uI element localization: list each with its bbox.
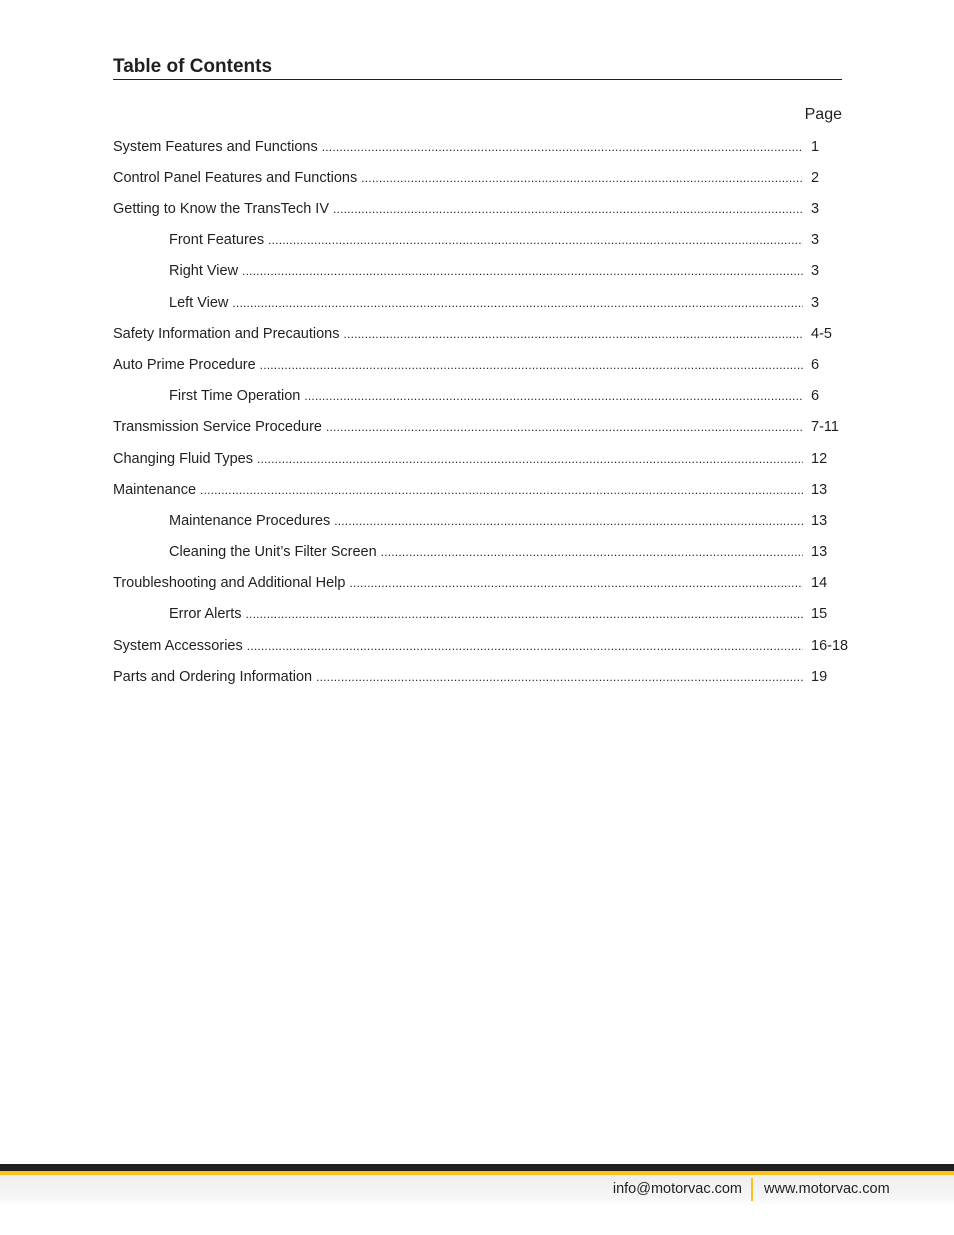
toc-entry-page[interactable]: 4-5	[811, 326, 832, 342]
toc-dot-leader	[344, 324, 804, 344]
toc-dot-leader	[361, 168, 803, 188]
toc-entry-label[interactable]: Maintenance Procedures	[169, 513, 331, 529]
toc-dot-leader	[334, 511, 803, 531]
toc-entry-page[interactable]: 3	[811, 232, 820, 248]
toc-entry-label[interactable]: Maintenance	[113, 482, 197, 498]
toc-subentry[interactable]	[169, 293, 803, 313]
toc-dot-leader	[247, 636, 803, 656]
toc-entry-page[interactable]: 2	[811, 170, 820, 186]
toc-entry[interactable]	[113, 199, 803, 219]
toc-entry[interactable]	[113, 417, 803, 437]
toc-subentry[interactable]	[169, 511, 803, 531]
toc-subentry[interactable]	[169, 261, 803, 281]
toc-dot-leader	[260, 355, 803, 375]
toc-entry-page[interactable]: 6	[811, 388, 820, 404]
toc-dot-leader	[232, 293, 803, 313]
toc-dot-leader	[246, 604, 803, 624]
toc-dot-leader	[268, 230, 803, 250]
toc-entry-label[interactable]: Auto Prime Procedure	[113, 357, 256, 373]
toc-entry[interactable]	[113, 137, 803, 157]
toc-entry-page[interactable]: 13	[811, 482, 828, 498]
page-title: Table of Contents	[113, 56, 842, 80]
toc-entry-page[interactable]: 6	[811, 357, 820, 373]
toc-entry-label[interactable]: Safety Information and Precautions	[113, 326, 340, 342]
toc-entry-label[interactable]: Control Panel Features and Functions	[113, 170, 358, 186]
toc-entry-page[interactable]: 3	[811, 201, 820, 217]
toc-dot-leader	[381, 542, 803, 562]
toc-subentry[interactable]	[169, 542, 803, 562]
toc-subentry[interactable]	[169, 230, 803, 250]
toc-entry-page[interactable]: 13	[811, 544, 828, 560]
toc-entry[interactable]	[113, 168, 803, 188]
toc-entry-label[interactable]: Getting to Know the TransTech IV	[113, 201, 330, 217]
toc-subentry[interactable]	[169, 604, 803, 624]
toc-dot-leader	[304, 386, 803, 406]
toc-entry-label[interactable]: Cleaning the Unit’s Filter Screen	[169, 544, 377, 560]
toc-entry-label[interactable]: Troubleshooting and Additional Help	[113, 575, 346, 591]
toc-dot-leader	[349, 573, 803, 593]
toc-dot-leader	[257, 449, 803, 469]
toc-subentry[interactable]	[169, 386, 803, 406]
toc-entry-page[interactable]: 15	[811, 606, 828, 622]
toc-dot-leader	[333, 199, 803, 219]
toc-entry[interactable]	[113, 480, 803, 500]
toc-entry-label[interactable]: System Features and Functions	[113, 139, 318, 155]
footer-email-link[interactable]: info@motorvac.com	[612, 1181, 742, 1197]
toc-entry-label[interactable]: Error Alerts	[169, 606, 242, 622]
toc-entry-page[interactable]: 3	[811, 295, 820, 311]
toc-dot-leader	[242, 261, 803, 281]
toc-dot-leader	[200, 480, 803, 500]
toc-entry-page[interactable]: 7-11	[811, 419, 839, 435]
toc-dot-leader	[322, 137, 803, 157]
toc-entry-label[interactable]: Right View	[169, 263, 239, 279]
toc-entry[interactable]	[113, 573, 803, 593]
toc-entry-label[interactable]: Left View	[169, 295, 229, 311]
footer-dark-bar	[0, 1164, 954, 1171]
toc-entry-label[interactable]: Transmission Service Procedure	[113, 419, 322, 435]
toc-dot-leader	[316, 667, 803, 687]
toc-entry-label[interactable]: System Accessories	[113, 638, 243, 654]
toc-dot-leader	[326, 417, 803, 437]
toc-entry[interactable]	[113, 324, 803, 344]
toc-entry[interactable]	[113, 667, 803, 687]
toc-entry-page[interactable]: 19	[811, 669, 828, 685]
toc-entry[interactable]	[113, 355, 803, 375]
toc-entry-page[interactable]: 16-18	[811, 638, 849, 654]
toc-entry-page[interactable]: 12	[811, 451, 828, 467]
footer-divider	[751, 1178, 753, 1201]
toc-entry-page[interactable]: 13	[811, 513, 828, 529]
toc-entry[interactable]	[113, 636, 803, 656]
toc-entry-page[interactable]: 3	[811, 263, 820, 279]
toc-entry-page[interactable]: 1	[811, 139, 820, 155]
toc-entry-label[interactable]: Parts and Ordering Information	[113, 669, 313, 685]
toc-entry-label[interactable]: First Time Operation	[169, 388, 301, 404]
page-column-header: Page	[804, 106, 842, 123]
footer-website-link[interactable]: www.motorvac.com	[764, 1181, 890, 1197]
toc-entry-label[interactable]: Changing Fluid Types	[113, 451, 253, 467]
toc-entry-label[interactable]: Front Features	[169, 232, 265, 248]
toc-entry-page[interactable]: 14	[811, 575, 828, 591]
toc-entry[interactable]	[113, 449, 803, 469]
